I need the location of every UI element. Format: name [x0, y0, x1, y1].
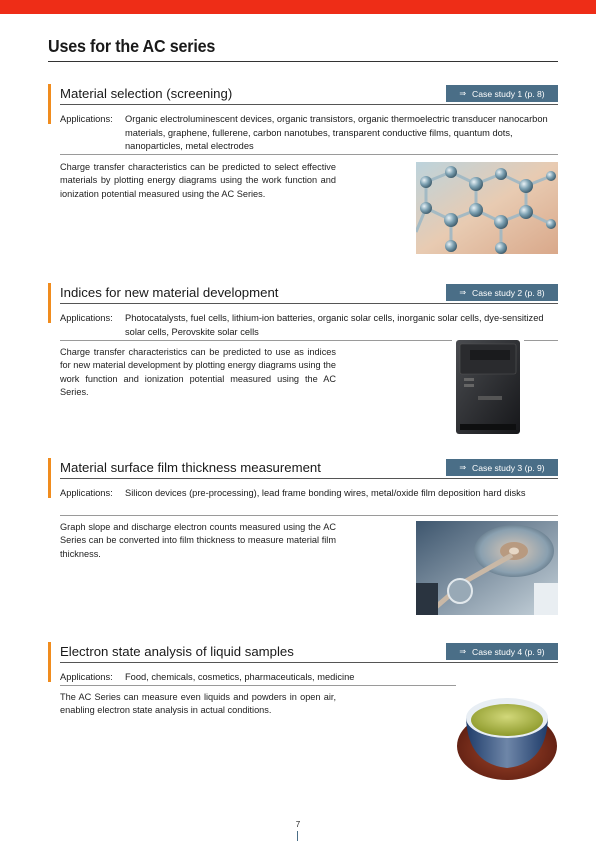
section-material-selection	[48, 84, 558, 199]
section-divider	[60, 303, 558, 304]
case-study-3-link[interactable]	[446, 459, 558, 476]
applications-label: Applications:	[60, 313, 113, 323]
nanostructure-photo	[416, 162, 558, 254]
section-accent-bar	[48, 283, 51, 323]
section-liquid-samples	[48, 642, 558, 716]
section-accent-bar	[48, 642, 51, 682]
section-divider	[60, 478, 558, 479]
case-study-label: Case study 1 (p. 8)	[472, 88, 545, 99]
applications-value: Organic electroluminescent devices, organic transistors, organic thermoelectric transducer nanocarbon materials, graphene, fullerene, carbon nanotubes, transparent conductive films, quantum dots, nanoparticles, metal electrodes	[125, 114, 548, 151]
case-study-label: Case study 4 (p. 9)	[472, 646, 545, 657]
section-accent-bar	[48, 84, 51, 124]
applications	[60, 487, 560, 501]
top-color-bar	[0, 0, 596, 14]
applications-value: Photocatalysts, fuel cells, lithium-ion batteries, organic solar cells, inorganic solar cells, dye-sensitized solar cells, Perovskite solar cells	[125, 313, 544, 337]
applications-label: Applications:	[60, 672, 113, 682]
applications-label: Applications:	[60, 114, 113, 124]
instrument-photo	[452, 338, 524, 438]
section-accent-bar	[48, 458, 51, 498]
case-study-4-link[interactable]	[446, 643, 558, 660]
hard-disk-photo	[416, 521, 558, 615]
case-study-1-link[interactable]	[446, 85, 558, 102]
section-title: Electron state analysis of liquid samples	[60, 644, 294, 659]
section-title: Material surface film thickness measurement	[60, 460, 321, 475]
applications-divider	[60, 154, 558, 155]
page-number: 7	[295, 820, 301, 829]
title-divider	[48, 61, 558, 62]
section-description: Charge transfer characteristics can be predicted to use as indices for new material development by plotting energy diagrams using the work function and ionization potential measured using the AC Series.	[60, 347, 336, 398]
section-description: Graph slope and discharge electron counts measured using the AC Series can be converted into film thickness to measure material film thickness.	[60, 522, 336, 559]
arrow-right-icon: ⇒	[459, 647, 467, 656]
section-divider	[60, 104, 558, 105]
applications-label: Applications:	[60, 488, 113, 498]
section-description: The AC Series can measure even liquids and powders in open air, enabling electron state analysis in actual conditions.	[60, 692, 336, 716]
section-description: Charge transfer characteristics can be predicted to select effective materials by plotting energy diagrams using the work function and ionization potential measured using the AC Series.	[60, 162, 336, 199]
section-title: Material selection (screening)	[60, 86, 233, 101]
section-film-thickness	[48, 458, 558, 559]
case-study-2-link[interactable]	[446, 284, 558, 301]
applications-value: Food, chemicals, cosmetics, pharmaceuticals, medicine	[125, 672, 355, 682]
case-study-label: Case study 2 (p. 8)	[472, 287, 545, 298]
applications	[60, 113, 560, 154]
page-title: Uses for the AC series	[48, 36, 216, 56]
green-tea-photo	[456, 682, 558, 780]
section-title: Indices for new material development	[60, 285, 279, 300]
arrow-right-icon: ⇒	[459, 89, 467, 98]
section-divider	[60, 662, 558, 663]
section-new-material-indices	[48, 283, 558, 398]
applications-divider	[60, 515, 558, 516]
page-number-marker	[297, 831, 298, 841]
applications-value: Silicon devices (pre-processing), lead frame bonding wires, metal/oxide film deposition hard disks	[125, 488, 526, 498]
applications	[60, 312, 560, 339]
arrow-right-icon: ⇒	[459, 463, 467, 472]
case-study-label: Case study 3 (p. 9)	[472, 462, 545, 473]
arrow-right-icon: ⇒	[459, 288, 467, 297]
